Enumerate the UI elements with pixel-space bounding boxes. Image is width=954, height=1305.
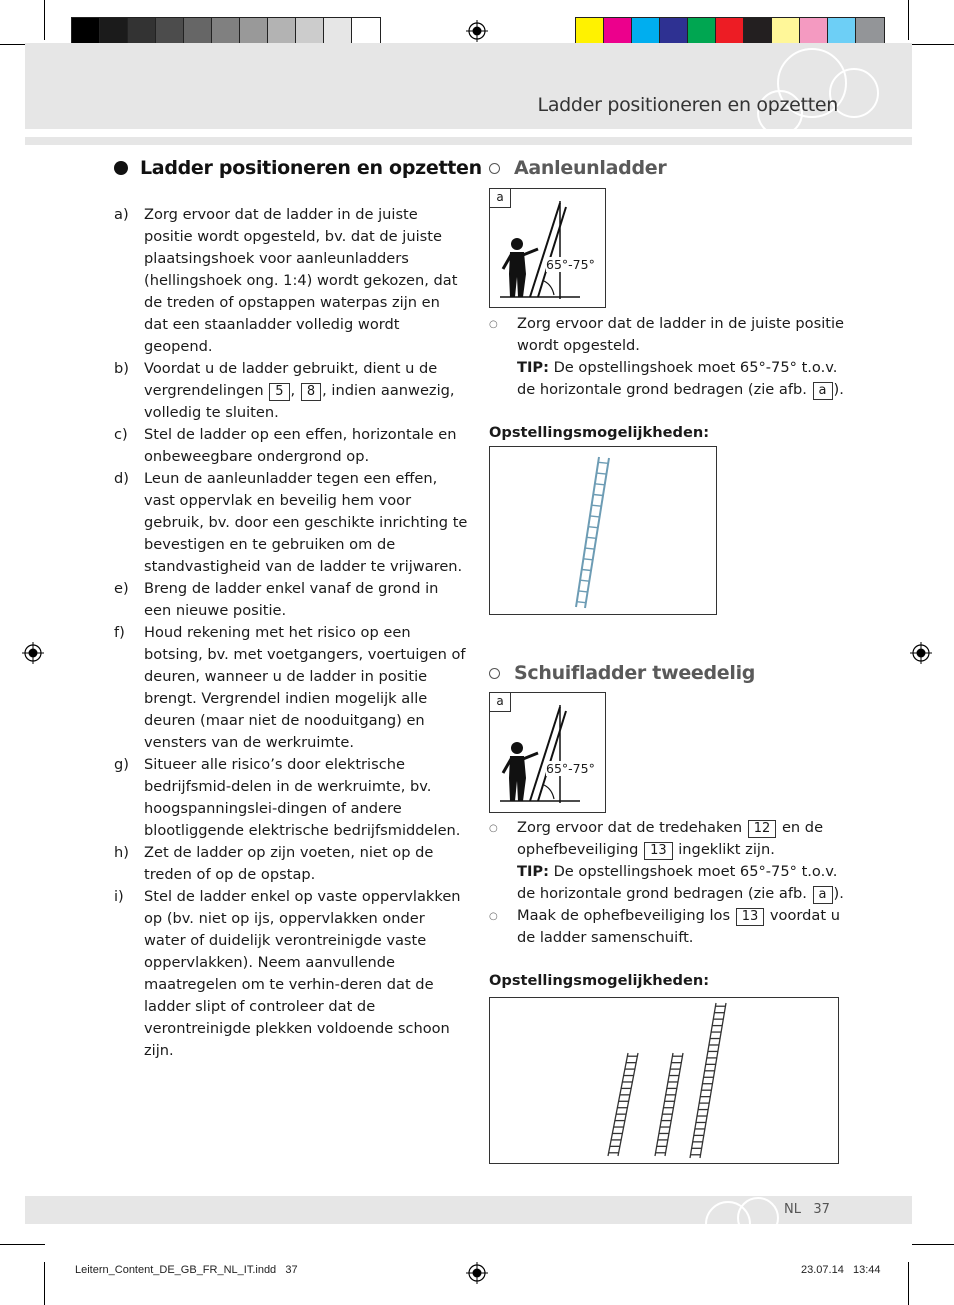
file-info: Leitern_Content_DE_GB_FR_NL_IT.indd 37	[75, 1264, 298, 1276]
print-date: 23.07.14 13:44	[801, 1264, 881, 1276]
crop-mark	[44, 0, 45, 40]
circle-bullet-icon: ○	[489, 319, 498, 330]
list-item: c) Stel de ladder op een effen, horizontale en onbeweegbare ondergrond op.	[114, 426, 457, 465]
section-title: Ladder positioneren en opzetten	[140, 157, 482, 179]
part-reference: 5	[269, 383, 289, 401]
ladder-angle-illustration	[490, 189, 607, 309]
list-item: d) Leun de aanleunladder tegen een effen, vast oppervlak en beveilig hem voor gebruik, bv. door een geschikte inrichting te bevestigen en te gebruiken om de standvastigheid van de ladder te vrijwaren.	[114, 470, 468, 575]
crop-mark	[912, 1244, 954, 1245]
list-item: f) Houd rekening met het risico op een botsing, bv. met voetgangers, voertuigen of deuren, wanneer u de ladder in positie brengt. Vergrendel indien mogelijk alle deuren (maar niet de nooduitgang) en vensters van de werkruimte.	[114, 624, 466, 751]
list-item: b) Voordat u de ladder gebruikt, dient u de vergrendelingen 5 , 8 , indien aanwezig, volledig te sluiten.	[114, 360, 455, 421]
registration-mark-left	[22, 642, 44, 664]
circle-bullet-icon: ○	[489, 911, 498, 922]
section-heading-positioning	[114, 157, 482, 179]
circle-bullet-icon	[489, 163, 500, 174]
registration-mark-top	[466, 20, 488, 42]
extension-ladder-illustration	[490, 998, 840, 1165]
figure-ladder-options	[489, 446, 717, 615]
registration-mark-bottom	[466, 1262, 488, 1284]
section-heading-aanleunladder	[489, 157, 666, 179]
header-rule	[25, 137, 912, 145]
circle-bullet-icon: ○	[489, 823, 498, 834]
list-item: i) Stel de ladder enkel op vaste oppervlakken op (bv. niet op ijs, oppervlakken onder water of duidelijk verontreinigde vaste oppervlakken). Neem aanvullende maatregelen om te verhin-deren dat de ladder slipt of controleer dat de verontreinigde plekken voldoende schoon zijn.	[114, 888, 461, 1059]
bullet-list-schuif	[489, 817, 849, 949]
section-title: Schuifladder tweedelig	[514, 662, 756, 684]
list-item: e) Breng de ladder enkel vanaf de grond in een nieuwe positie.	[114, 580, 439, 619]
crop-mark	[908, 0, 909, 40]
list-item: g) Situeer alle risico’s door elektrische bedrijfsmid-delen in de werkruimte, bv. hoogspanningslei-dingen of andere blootliggende elektrische bedrijfsmiddelen.	[114, 756, 461, 839]
bullet-list-aanleun	[489, 313, 849, 401]
ladder-angle-illustration	[490, 693, 607, 814]
figure-angle-a: a 65°-75°	[489, 692, 606, 813]
decorative-circles	[700, 1188, 790, 1225]
list-item: ○ Zorg ervoor dat de ladder in de juiste positie wordt opgesteld. TIP: De opstellingshoek moet 65°-75° t.o.v. de horizontale grond bedragen (zie afb. a ).	[489, 313, 849, 401]
figure-extension-options	[489, 997, 839, 1164]
crop-mark	[44, 1262, 45, 1305]
list-item: ○ Maak de ophefbeveiliging los 13 voordat u de ladder samenschuift.	[489, 905, 849, 949]
part-reference: 12	[748, 820, 777, 838]
list-item: a) Zorg ervoor dat de ladder in de juiste positie wordt opgesteld, bv. dat de juiste plaatsingshoek voor aanleunladders (hellingshoek ong. 1:4) wordt gekozen, dat de treden of opstappen waterpas zijn en dat een staanladder volledig wordt geopend.	[114, 206, 458, 355]
section-heading-schuifladder	[489, 662, 755, 684]
decorative-circles	[730, 43, 890, 137]
crop-mark	[908, 1262, 909, 1305]
crop-mark	[912, 44, 954, 45]
circle-bullet-icon	[489, 668, 500, 679]
part-reference: 13	[644, 842, 673, 860]
part-reference: 8	[301, 383, 321, 401]
part-reference: 13	[736, 908, 765, 926]
section-title: Aanleunladder	[514, 157, 667, 179]
bullet-dot-icon	[114, 161, 128, 175]
angle-label: 65°-75°	[546, 257, 595, 272]
registration-mark-right	[910, 642, 932, 664]
angle-label: 65°-75°	[546, 761, 595, 776]
figure-reference: a	[813, 382, 833, 400]
figure-angle-a: a 65°-75°	[489, 188, 606, 308]
instruction-list	[114, 204, 468, 1062]
list-item: h) Zet de ladder op zijn voeten, niet op de treden of op de opstap.	[114, 844, 434, 883]
page-number: NL 37	[784, 1202, 830, 1217]
page-title: Ladder positioneren en opzetten	[537, 94, 838, 116]
list-item: ○ Zorg ervoor dat de tredehaken 12 en de ophefbeveiliging 13 ingeklikt zijn. TIP: De opstellingshoek moet 65°-75° t.o.v. de horizontale grond bedragen (zie afb. a ).	[489, 817, 849, 905]
options-heading: Opstellingsmogelijkheden:	[489, 972, 710, 989]
leaning-ladder-illustration	[490, 447, 718, 616]
crop-mark	[0, 1244, 45, 1245]
figure-reference: a	[813, 886, 833, 904]
options-heading: Opstellingsmogelijkheden:	[489, 424, 710, 441]
